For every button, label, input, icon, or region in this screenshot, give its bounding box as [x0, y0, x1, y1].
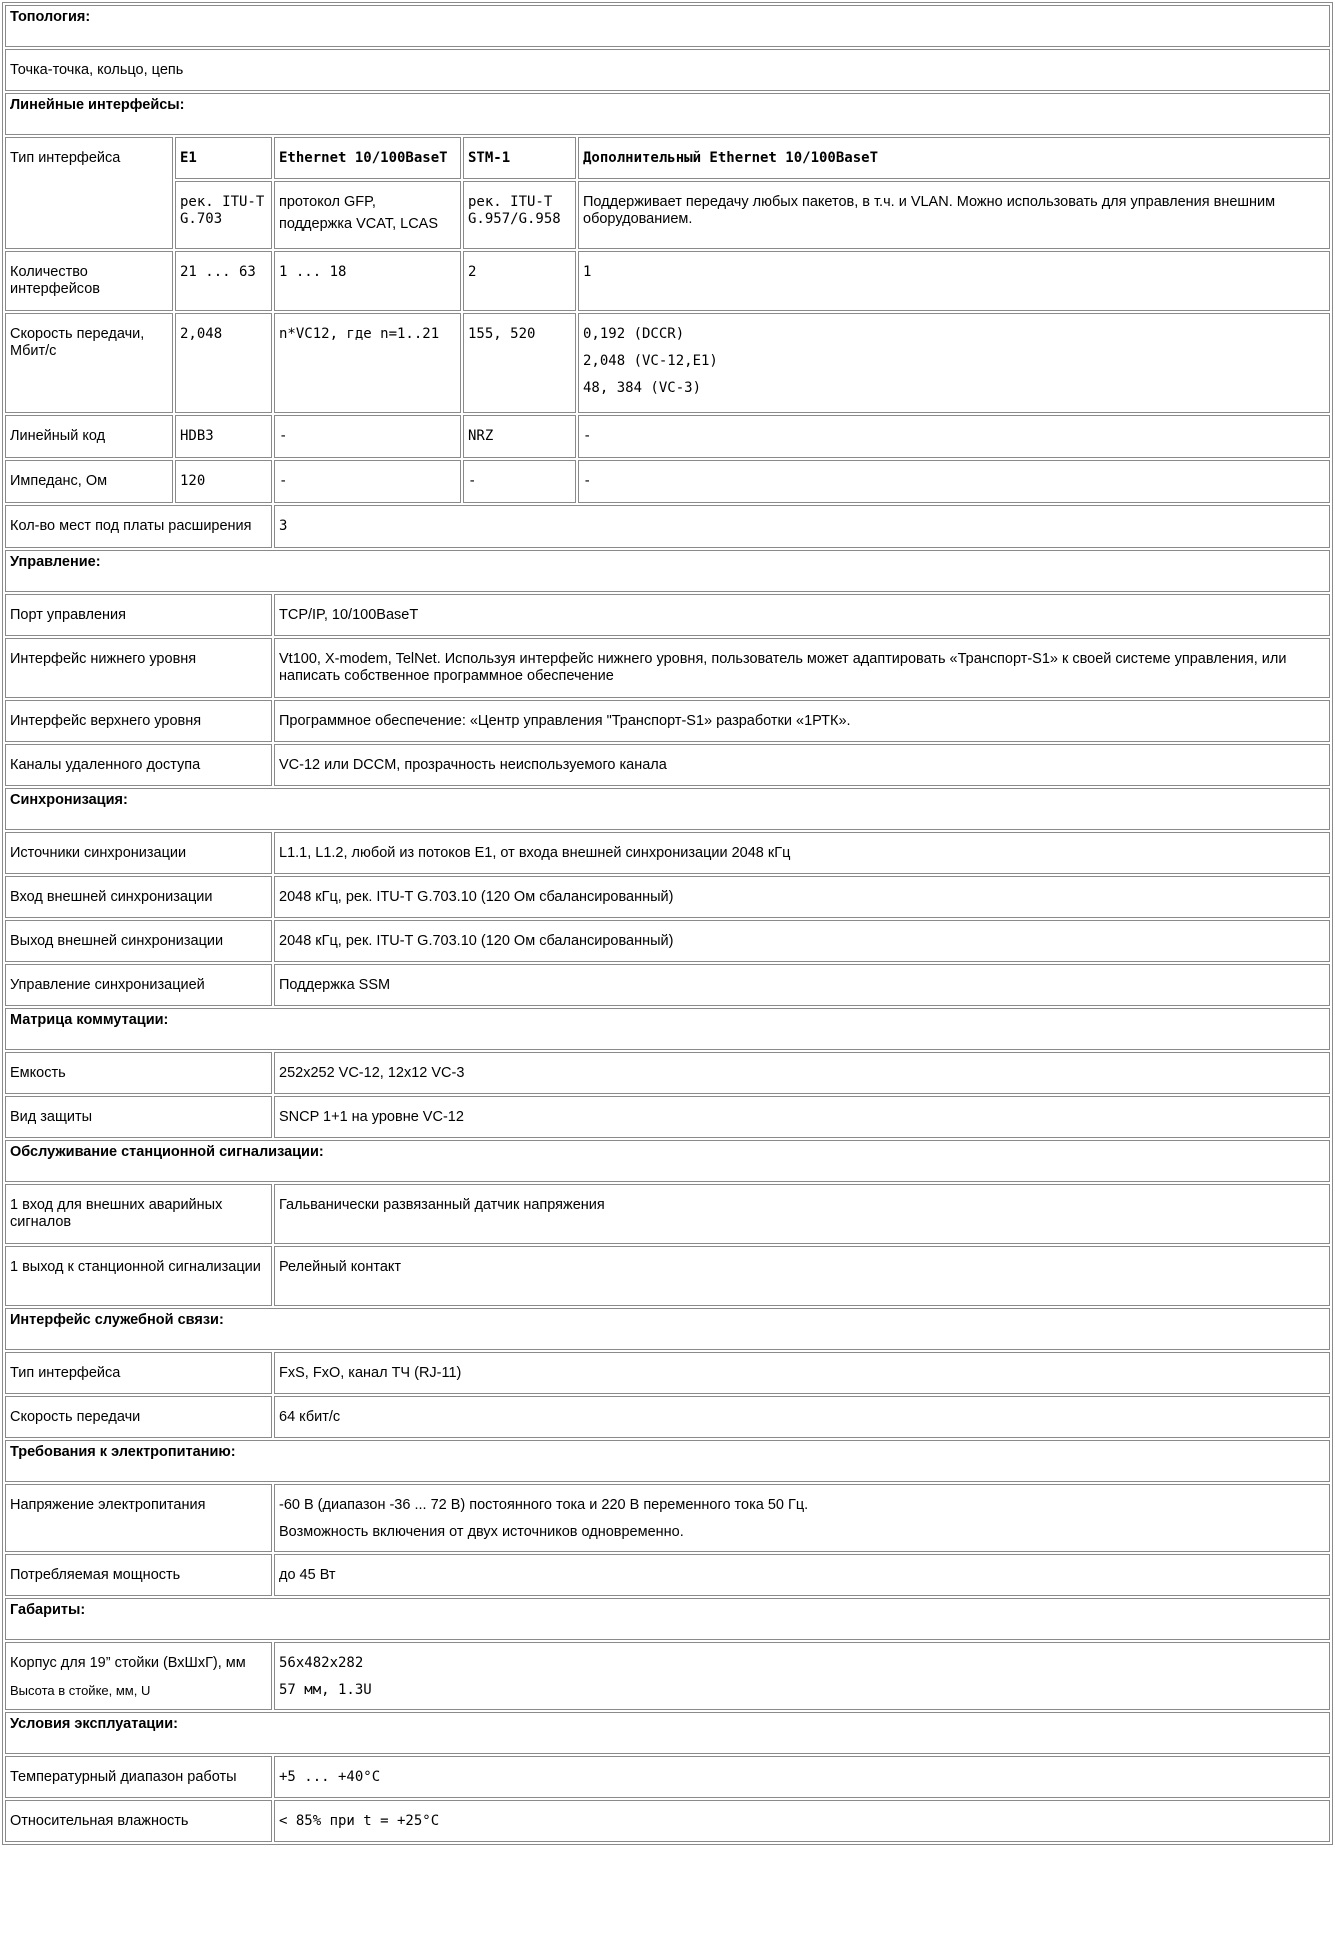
- matrix-row: [5, 1096, 1330, 1138]
- spec-table: [2, 2, 1333, 1845]
- section-row-sync: [5, 788, 1330, 830]
- interface-type-label: Тип интерфейса: [5, 137, 173, 249]
- alarm-value: Гальванически развязанный датчик напряжения: [274, 1184, 1330, 1244]
- management-row: [5, 638, 1330, 698]
- count-label: Количество интерфейсов: [5, 251, 173, 311]
- section-heading-dimensions: Габариты:: [5, 1598, 1330, 1640]
- matrix-value: 252x252 VC-12, 12x12 VC-3: [274, 1052, 1330, 1094]
- service-label: Тип интерфейса: [5, 1352, 272, 1394]
- impedance-ethernet: -: [274, 460, 461, 503]
- service-value: FxS, FxO, канал ТЧ (RJ-11): [274, 1352, 1330, 1394]
- section-heading-service: Интерфейс служебной связи:: [5, 1308, 1330, 1350]
- interface-standard-row: [5, 181, 1330, 249]
- header-ethernet: Ethernet 10/100BaseT: [274, 137, 461, 179]
- topology-row: [5, 49, 1330, 91]
- impedance-row: [5, 460, 1330, 503]
- code-ethernet: -: [274, 415, 461, 458]
- section-row-power: [5, 1440, 1330, 1482]
- sync-value: 2048 кГц, рек. ITU-T G.703.10 (120 Ом сбалансированный): [274, 920, 1330, 962]
- section-heading-alarm: Обслуживание станционной сигнализации:: [5, 1140, 1330, 1182]
- conditions-value: +5 ... +40°С: [274, 1756, 1330, 1798]
- header-extra-ethernet: Дополнительный Ethernet 10/100BaseT: [578, 137, 1330, 179]
- power-voltage-label: Напряжение электропитания: [5, 1484, 272, 1552]
- matrix-label: Вид защиты: [5, 1096, 272, 1138]
- sync-label: Выход внешней синхронизации: [5, 920, 272, 962]
- management-value: VC-12 или DCCM, прозрачность неиспользуемого канала: [274, 744, 1330, 786]
- section-heading-management: Управление:: [5, 550, 1330, 592]
- speed-extra: 0,192 (DCCR) 2,048 (VC-12,E1) 48, 384 (VC-3): [578, 313, 1330, 413]
- management-label: Каналы удаленного доступа: [5, 744, 272, 786]
- matrix-label: Емкость: [5, 1052, 272, 1094]
- matrix-row: [5, 1052, 1330, 1094]
- code-extra: -: [578, 415, 1330, 458]
- header-stm1: STM-1: [463, 137, 576, 179]
- sync-label: Вход внешней синхронизации: [5, 876, 272, 918]
- management-value: Программное обеспечение: «Центр управления "Транспорт-S1» разработки «1РТК».: [274, 700, 1330, 742]
- dimensions-label: Корпус для 19” стойки (ВхШхГ), мм Высота в стойке, мм, U: [5, 1642, 272, 1710]
- management-label: Порт управления: [5, 594, 272, 636]
- service-row: [5, 1352, 1330, 1394]
- standard-ethernet: протокол GFP, поддержка VCAT, LCAS: [274, 181, 461, 249]
- service-label: Скорость передачи: [5, 1396, 272, 1438]
- management-value: TCP/IP, 10/100BaseT: [274, 594, 1330, 636]
- alarm-label: 1 вход для внешних аварийных сигналов: [5, 1184, 272, 1244]
- section-row-management: [5, 550, 1330, 592]
- speed-row: [5, 313, 1330, 413]
- section-heading-conditions: Условия эксплуатации:: [5, 1712, 1330, 1754]
- impedance-extra: -: [578, 460, 1330, 503]
- count-row: [5, 251, 1330, 311]
- management-value: Vt100, X-modem, TelNet. Используя интерфейс нижнего уровня, пользователь может адаптировать «Транспорт-S1» к своей системе управления, или написать собственное программное обеспечение: [274, 638, 1330, 698]
- slots-label: Кол-во мест под платы расширения: [5, 505, 272, 548]
- standard-extra-ethernet: Поддерживает передачу любых пакетов, в т.ч. и VLAN. Можно использовать для управления внешним оборудованием.: [578, 181, 1330, 249]
- alarm-row: [5, 1184, 1330, 1244]
- sync-value: L1.1, L1.2, любой из потоков E1, от входа внешней синхронизации 2048 кГц: [274, 832, 1330, 874]
- section-row-dimensions: [5, 1598, 1330, 1640]
- speed-ethernet: n*VC12, где n=1..21: [274, 313, 461, 413]
- sync-label: Источники синхронизации: [5, 832, 272, 874]
- section-heading-topology: Топология:: [5, 5, 1330, 47]
- section-row-matrix: [5, 1008, 1330, 1050]
- standard-e1: рек. ITU-T G.703: [175, 181, 272, 249]
- service-value: 64 кбит/с: [274, 1396, 1330, 1438]
- matrix-value: SNCP 1+1 на уровне VC-12: [274, 1096, 1330, 1138]
- sync-row: [5, 964, 1330, 1006]
- power-voltage-value: -60 В (диапазон -36 ... 72 В) постоянного тока и 220 В переменного тока 50 Гц. Возможность включения от двух источников одновременно.: [274, 1484, 1330, 1552]
- service-row: [5, 1396, 1330, 1438]
- conditions-label: Температурный диапазон работы: [5, 1756, 272, 1798]
- section-heading-matrix: Матрица коммутации:: [5, 1008, 1330, 1050]
- conditions-value: < 85% при t = +25°С: [274, 1800, 1330, 1842]
- section-heading-sync: Синхронизация:: [5, 788, 1330, 830]
- management-label: Интерфейс верхнего уровня: [5, 700, 272, 742]
- power-consumption-label: Потребляемая мощность: [5, 1554, 272, 1596]
- dimensions-value: 56x482x282 57 мм, 1.3U: [274, 1642, 1330, 1710]
- count-stm1: 2: [463, 251, 576, 311]
- management-row: [5, 700, 1330, 742]
- section-heading-line-interfaces: Линейные интерфейсы:: [5, 93, 1330, 135]
- section-row-topology: [5, 5, 1330, 47]
- speed-stm1: 155, 520: [463, 313, 576, 413]
- impedance-stm1: -: [463, 460, 576, 503]
- code-e1: HDB3: [175, 415, 272, 458]
- section-row-conditions: [5, 1712, 1330, 1754]
- management-row: [5, 744, 1330, 786]
- conditions-label: Относительная влажность: [5, 1800, 272, 1842]
- count-extra: 1: [578, 251, 1330, 311]
- alarm-label: 1 выход к станционной сигнализации: [5, 1246, 272, 1306]
- section-heading-power: Требования к электропитанию:: [5, 1440, 1330, 1482]
- sync-row: [5, 920, 1330, 962]
- section-row-alarm: [5, 1140, 1330, 1182]
- alarm-row: [5, 1246, 1330, 1306]
- speed-e1: 2,048: [175, 313, 272, 413]
- interface-header-row: [5, 137, 1330, 179]
- section-row-service: [5, 1308, 1330, 1350]
- sync-row: [5, 832, 1330, 874]
- code-label: Линейный код: [5, 415, 173, 458]
- alarm-value: Релейный контакт: [274, 1246, 1330, 1306]
- sync-label: Управление синхронизацией: [5, 964, 272, 1006]
- impedance-e1: 120: [175, 460, 272, 503]
- code-stm1: NRZ: [463, 415, 576, 458]
- header-e1: E1: [175, 137, 272, 179]
- management-label: Интерфейс нижнего уровня: [5, 638, 272, 698]
- count-e1: 21 ... 63: [175, 251, 272, 311]
- sync-value: Поддержка SSM: [274, 964, 1330, 1006]
- count-ethernet: 1 ... 18: [274, 251, 461, 311]
- topology-value: Точка-точка, кольцо, цепь: [5, 49, 1330, 91]
- power-voltage-row: [5, 1484, 1330, 1552]
- sync-row: [5, 876, 1330, 918]
- management-row: [5, 594, 1330, 636]
- conditions-row: [5, 1800, 1330, 1842]
- power-consumption-row: [5, 1554, 1330, 1596]
- sync-value: 2048 кГц, рек. ITU-T G.703.10 (120 Ом сбалансированный): [274, 876, 1330, 918]
- slots-row: [5, 505, 1330, 548]
- code-row: [5, 415, 1330, 458]
- power-consumption-value: до 45 Вт: [274, 1554, 1330, 1596]
- speed-label: Скорость передачи, Мбит/с: [5, 313, 173, 413]
- conditions-row: [5, 1756, 1330, 1798]
- standard-stm1: рек. ITU-T G.957/G.958: [463, 181, 576, 249]
- dimensions-row: [5, 1642, 1330, 1710]
- section-row-line-interfaces: [5, 93, 1330, 135]
- slots-value: 3: [274, 505, 1330, 548]
- impedance-label: Импеданс, Ом: [5, 460, 173, 503]
